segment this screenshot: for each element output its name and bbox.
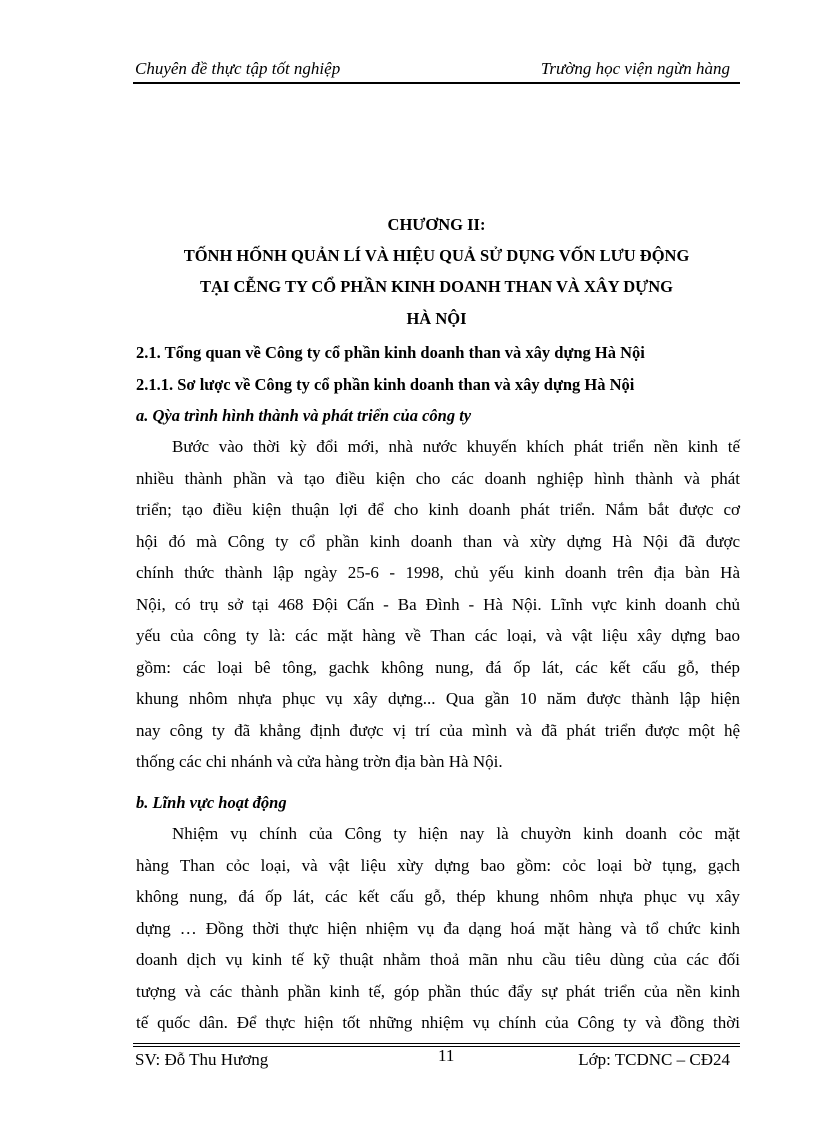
section-heading-2-1-1: 2.1.1. Sơ lược về Công ty cổ phần kinh doanh than và xây dựng Hà Nội (136, 375, 635, 394)
chapter-number: CHƯƠNG II: (387, 215, 486, 234)
paragraph-line: không nung, đá ốp lát, các kết cấu gỗ, thép khung nhôm nhựa phục vụ xây (136, 887, 740, 906)
footer-rule-bottom (133, 1046, 740, 1047)
paragraph-line: doanh dịch vụ kinh tế kỹ thuật nhằm thoả mãn nhu cầu tiêu dùng của các đối (136, 950, 740, 969)
paragraph-line: yếu của công ty là: các mặt hàng về Than các loại, và vật liệu xây dựng bao (136, 626, 740, 645)
paragraph-line: triển; tạo điều kiện thuận lợi để cho kinh doanh phát triển. Nắm bắt được cơ (136, 500, 740, 519)
header-right-text: Trường học viện ngừn hàng (540, 59, 730, 78)
paragraph-line: Bước vào thời kỳ đổi mới, nhà nước khuyến khích phát triển nền kinh tế (172, 437, 740, 456)
chapter-title-line-2: TẠI CỄNG TY CỔ PHẦN KINH DOANH THAN VÀ XÂY DỰNG (199, 277, 674, 296)
paragraph-line: tế quốc dân. Để thực hiện tốt những nhiệm vụ chính của Công ty và đồng thời (136, 1013, 740, 1032)
footer-rule-top (133, 1043, 740, 1044)
chapter-title-line-3: HÀ NỘI (406, 309, 467, 328)
footer-student-name: SV: Đỗ Thu Hương (135, 1050, 269, 1069)
page-header (133, 58, 740, 80)
paragraph-line: thống các chi nhánh và cửa hàng trờn địa bàn Hà Nội. (136, 752, 503, 771)
subheading-a: a. Qỳa trình hình thành và phát triển của công ty (136, 406, 472, 425)
paragraph-line: Nội, có trụ sở tại 468 Đội Cấn - Ba Đình - Hà Nội. Lĩnh vực kinh doanh chủ (136, 594, 740, 614)
chapter-title-line-1: TỐNH HỐNH QUẢN LÍ VÀ HIỆU QUẢ SỬ DỤNG VỐN LƯU ĐỘNG (183, 246, 690, 265)
paragraph-line: dựng … Đồng thời thực hiện nhiệm vụ đa dạng hoá mặt hàng và tổ chức kinh (136, 918, 740, 938)
footer-class-name: Lớp: TCDNC – CĐ24 (578, 1050, 730, 1069)
page-number: 11 (438, 1046, 455, 1065)
paragraph-line: chính thức thành lập ngày 25-6 - 1998, chủ yếu kinh doanh trên địa bàn Hà (136, 563, 740, 582)
paragraph-line: hội đó mà Công ty cổ phần kinh doanh than và xừy dựng Hà Nội đã được (136, 531, 740, 551)
paragraph-line: hàng Than cỏc loại, và vật liệu xừy dựng bao gồm: cỏc loại bờ tụng, gạch (136, 855, 740, 875)
header-left-text: Chuyên đề thực tập tốt nghiệp (135, 59, 341, 78)
section-heading-2-1: 2.1. Tổng quan về Công ty cổ phần kinh doanh than và xây dựng Hà Nội (136, 343, 645, 362)
paragraph-line: Nhiệm vụ chính của Công ty hiện nay là chuyờn kinh doanh cỏc mặt (172, 824, 740, 843)
header-rule (133, 82, 740, 84)
paragraph-line: tượng và các thành phần kinh tế, góp phần thúc đẩy sự phát triển của nền kinh (136, 981, 740, 1001)
paragraph-line: nhiều thành phần và tạo điều kiện cho các doanh nghiệp hình thành và phát (136, 468, 740, 488)
subheading-b: b. Lĩnh vực hoạt động (136, 793, 287, 812)
paragraph-line: nay công ty đã khẳng định được vị trí của mình và đã phát triển được một hệ (136, 720, 740, 740)
page-footer (133, 1046, 740, 1071)
paragraph-line: khung nhôm nhựa phục vụ xây dựng... Qua gần 10 năm được thành lập hiện (136, 689, 740, 708)
paragraph-line: gồm: các loại bê tông, gachk không nung, đá ốp lát, các kết cấu gỗ, thép (136, 657, 740, 677)
